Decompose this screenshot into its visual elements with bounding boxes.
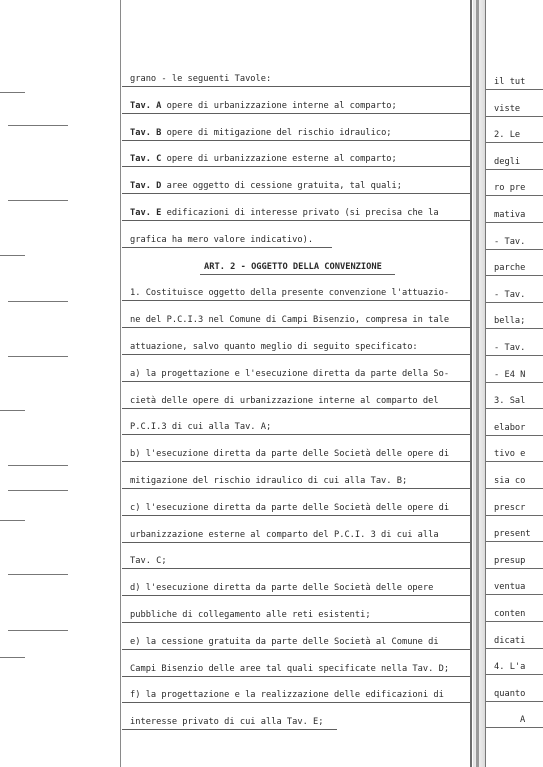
- ruled-line: [122, 354, 470, 355]
- text-line: [130, 154, 470, 165]
- text-line: [130, 342, 470, 353]
- text-line: [130, 583, 470, 594]
- left-margin-rule: [120, 0, 121, 767]
- facing-page-rule: [486, 116, 543, 117]
- facing-page-line: il tut: [494, 77, 526, 87]
- tavola-label: Tav. E: [130, 208, 162, 218]
- text-line-content: grafica ha mero valore indicativo).: [130, 235, 314, 245]
- ruled-line: [122, 542, 470, 543]
- facing-page-line: viste: [494, 104, 521, 114]
- margin-tick: [0, 657, 25, 658]
- text-line-content: Campi Bisenzio delle aree tal quali specificate nella Tav. D;: [130, 664, 450, 674]
- facing-page-line: parche: [494, 263, 526, 273]
- facing-page-rule: [486, 249, 543, 250]
- facing-page-line: - E4 N: [494, 370, 526, 380]
- text-line: [130, 637, 470, 648]
- binding-rule: [470, 0, 472, 767]
- facing-page-line: present: [494, 529, 531, 539]
- facing-page-rule: [486, 648, 543, 649]
- margin-tick: [0, 255, 25, 256]
- text-line-content: mitigazione del rischio idraulico di cui alla Tav. B;: [130, 476, 408, 486]
- text-line-content: c) l'esecuzione diretta da parte delle Società delle opere di: [130, 503, 450, 513]
- text-line-content: interesse privato di cui alla Tav. E;: [130, 717, 324, 727]
- facing-page-rule: [486, 701, 543, 702]
- facing-page-rule: [486, 222, 543, 223]
- text-line: [130, 530, 470, 541]
- facing-page-line: elabor: [494, 423, 526, 433]
- text-line: [130, 449, 470, 460]
- text-line: [130, 369, 470, 380]
- text-line-content: P.C.I.3 di cui alla Tav. A;: [130, 422, 272, 432]
- text-line-content: opere di urbanizzazione esterne al comparto;: [161, 154, 397, 164]
- ruled-line: [122, 408, 470, 409]
- facing-page-rule: [486, 89, 543, 90]
- text-line-content: e) la cessione gratuita da parte delle Società al Comune di: [130, 637, 439, 647]
- ruled-line: [122, 220, 470, 221]
- article-heading: [204, 262, 543, 273]
- margin-tick: [8, 465, 68, 466]
- ruled-line: [122, 300, 470, 301]
- facing-page-rule: [486, 727, 543, 728]
- facing-page-line: bella;: [494, 316, 526, 326]
- facing-page-rule: [486, 275, 543, 276]
- margin-tick: [8, 490, 68, 491]
- text-line-content: cietà delle opere di urbanizzazione interne al comparto del: [130, 396, 439, 406]
- facing-page-line: sia co: [494, 476, 526, 486]
- text-line: [130, 74, 470, 85]
- ruled-line: [122, 649, 470, 650]
- binding-shadow: [473, 0, 485, 767]
- facing-page-rule: [486, 621, 543, 622]
- facing-page-line: 4. L'a: [494, 662, 526, 672]
- text-line: [130, 101, 470, 112]
- tavola-label: Tav. C: [130, 154, 162, 164]
- facing-page-rule: [486, 435, 543, 436]
- text-line: [130, 476, 470, 487]
- facing-page-rule: [486, 142, 543, 143]
- text-line: [130, 690, 470, 701]
- margin-tick: [8, 125, 68, 126]
- margin-tick: [8, 200, 68, 201]
- ruled-line: [122, 113, 470, 114]
- facing-page-rule: [486, 169, 543, 170]
- ruled-line: [122, 140, 470, 141]
- facing-page-line: degli: [494, 157, 521, 167]
- ruled-line: [122, 381, 470, 382]
- facing-page-rule: [486, 568, 543, 569]
- ruled-line: [122, 461, 470, 462]
- text-line-content: Tav. C;: [130, 556, 167, 566]
- text-line: [130, 556, 470, 567]
- margin-tick: [8, 301, 68, 302]
- ruled-line: [122, 327, 470, 328]
- text-line: [130, 503, 470, 514]
- margin-tick: [8, 574, 68, 575]
- facing-page-rule: [486, 195, 543, 196]
- ruled-line: [122, 595, 470, 596]
- text-line-content: grano - le seguenti Tavole:: [130, 74, 272, 84]
- ruled-line: [122, 702, 470, 703]
- facing-page-line: mativa: [494, 210, 526, 220]
- tavola-label: Tav. A: [130, 101, 162, 111]
- facing-page-rule: [486, 355, 543, 356]
- facing-page-line: ventua: [494, 582, 526, 592]
- text-line: [130, 717, 470, 728]
- tavola-label: Tav. D: [130, 181, 162, 191]
- ruled-line: [122, 676, 470, 677]
- text-line-content: opere di urbanizzazione interne al comparto;: [161, 101, 397, 111]
- facing-page-rule: [486, 488, 543, 489]
- text-line: [130, 235, 470, 246]
- text-line: [130, 315, 470, 326]
- facing-page-line: 3. Sal: [494, 396, 526, 406]
- text-line: [130, 288, 470, 299]
- facing-page-rule: [486, 408, 543, 409]
- facing-page-line: conten: [494, 609, 526, 619]
- text-line: [130, 664, 470, 675]
- ruled-line: [122, 434, 470, 435]
- facing-page-line: quanto: [494, 689, 526, 699]
- facing-page-line: dicati: [494, 636, 526, 646]
- margin-tick: [8, 630, 68, 631]
- facing-page-rule: [486, 328, 543, 329]
- facing-page-line: ro pre: [494, 183, 526, 193]
- text-line-content: urbanizzazione esterne al comparto del P.C.I. 3 di cui alla: [130, 530, 439, 540]
- text-line-content: edificazioni di interesse privato (si precisa che la: [161, 208, 439, 218]
- ruled-line: [122, 515, 470, 516]
- text-line-content: d) l'esecuzione diretta da parte delle Società delle opere: [130, 583, 434, 593]
- text-line-content: attuazione, salvo quanto meglio di seguito specificato:: [130, 342, 418, 352]
- facing-page-line: - Tav.: [494, 237, 526, 247]
- facing-page-rule: [486, 515, 543, 516]
- margin-tick: [0, 410, 25, 411]
- facing-page-line: presup: [494, 556, 526, 566]
- facing-page-line: tivo e: [494, 449, 526, 459]
- margin-tick: [0, 520, 25, 521]
- ruled-line: [122, 729, 337, 730]
- text-line-content: aree oggetto di cessione gratuita, tal quali;: [161, 181, 402, 191]
- ruled-line: [200, 274, 395, 275]
- ruled-line: [122, 488, 470, 489]
- text-line: [130, 128, 470, 139]
- text-line: [130, 181, 470, 192]
- text-line-content: ne del P.C.I.3 nel Comune di Campi Bisenzio, compresa in tale: [130, 315, 450, 325]
- facing-page-line: prescr: [494, 503, 526, 513]
- facing-page-rule: [486, 674, 543, 675]
- facing-page-rule: [486, 594, 543, 595]
- facing-page-rule: [486, 302, 543, 303]
- ruled-line: [122, 247, 332, 248]
- margin-tick: [0, 92, 25, 93]
- facing-page-line: A: [520, 715, 526, 725]
- facing-page-rule: [486, 382, 543, 383]
- tavola-label: Tav. B: [130, 128, 162, 138]
- text-line: [130, 422, 470, 433]
- text-line-content: a) la progettazione e l'esecuzione diretta da parte della So-: [130, 369, 450, 379]
- facing-page-rule: [486, 461, 543, 462]
- text-line-content: opere di mitigazione del rischio idraulico;: [161, 128, 392, 138]
- ruled-line: [122, 193, 470, 194]
- text-line: [130, 610, 470, 621]
- text-line-content: 1. Costituisce oggetto della presente convenzione l'attuazio-: [130, 288, 450, 298]
- text-line-content: pubbliche di collegamento alle reti esistenti;: [130, 610, 371, 620]
- facing-page-line: 2. Le: [494, 130, 521, 140]
- binding-rule-secondary: [476, 0, 479, 767]
- text-line: [130, 396, 470, 407]
- text-line-content: f) la progettazione e la realizzazione delle edificazioni di: [130, 690, 444, 700]
- facing-page-rule: [486, 541, 543, 542]
- margin-tick: [8, 356, 68, 357]
- ruled-line: [122, 86, 470, 87]
- text-line-content: ART. 2 - OGGETTO DELLA CONVENZIONE: [204, 262, 382, 272]
- text-line: [130, 208, 470, 219]
- facing-page-line: - Tav.: [494, 290, 526, 300]
- ruled-line: [122, 568, 470, 569]
- text-line-content: b) l'esecuzione diretta da parte delle Società delle opere di: [130, 449, 450, 459]
- facing-page-line: - Tav.: [494, 343, 526, 353]
- ruled-line: [122, 166, 470, 167]
- ruled-line: [122, 622, 470, 623]
